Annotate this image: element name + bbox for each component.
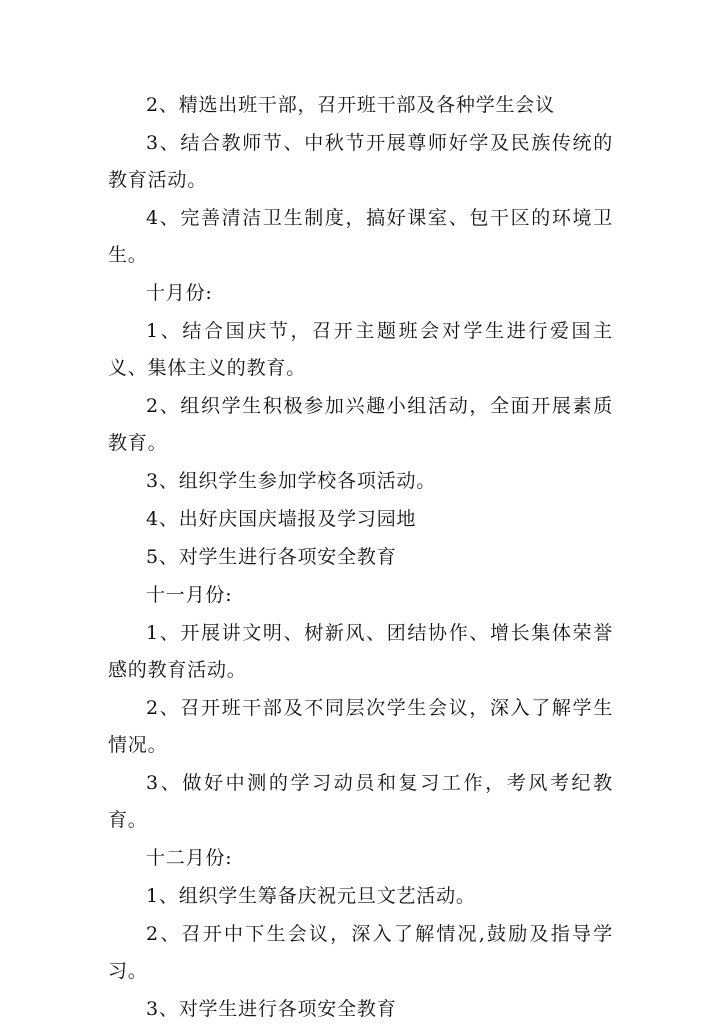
paragraph-oct-item-4: 4、出好庆国庆墙报及学习园地	[146, 508, 417, 530]
paragraph-dec-item-3: 3、对学生进行各项安全教育	[146, 998, 397, 1020]
heading-november: 十一月份:	[146, 584, 233, 606]
paragraph-sept-item-2: 2、精选出班干部，召开班干部及各种学生会议	[146, 94, 555, 116]
paragraph-oct-item-3: 3、组织学生参加学校各项活动。	[146, 470, 437, 492]
paragraph-dec-item-1: 1、组织学生筹备庆祝元旦文艺活动。	[146, 885, 476, 907]
paragraph-sept-item-3: 3、结合教师节、中秋节开展尊师好学及民族传统的教育活动。	[108, 132, 613, 191]
paragraph-dec-item-2: 2、召开中下生会议，深入了解情况,鼓励及指导学习。	[108, 923, 613, 982]
paragraph-nov-item-2: 2、召开班干部及不同层次学生会议，深入了解学生情况。	[108, 697, 613, 756]
heading-december: 十二月份:	[146, 847, 233, 869]
document-body	[108, 87, 613, 1029]
paragraph-nov-item-1: 1、开展讲文明、树新风、团结协作、增长集体荣誉感的教育活动。	[108, 622, 613, 681]
paragraph-oct-item-1: 1、结合国庆节，召开主题班会对学生进行爱国主义、集体主义的教育。	[108, 320, 613, 379]
heading-october: 十月份:	[146, 282, 213, 304]
paragraph-sept-item-4: 4、完善清洁卫生制度，搞好课室、包干区的环境卫生。	[108, 207, 613, 266]
paragraph-oct-item-2: 2、组织学生积极参加兴趣小组活动，全面开展素质教育。	[108, 395, 613, 454]
paragraph-oct-item-5: 5、对学生进行各项安全教育	[146, 546, 397, 568]
paragraph-nov-item-3: 3、做好中测的学习动员和复习工作，考风考纪教育。	[108, 772, 613, 831]
